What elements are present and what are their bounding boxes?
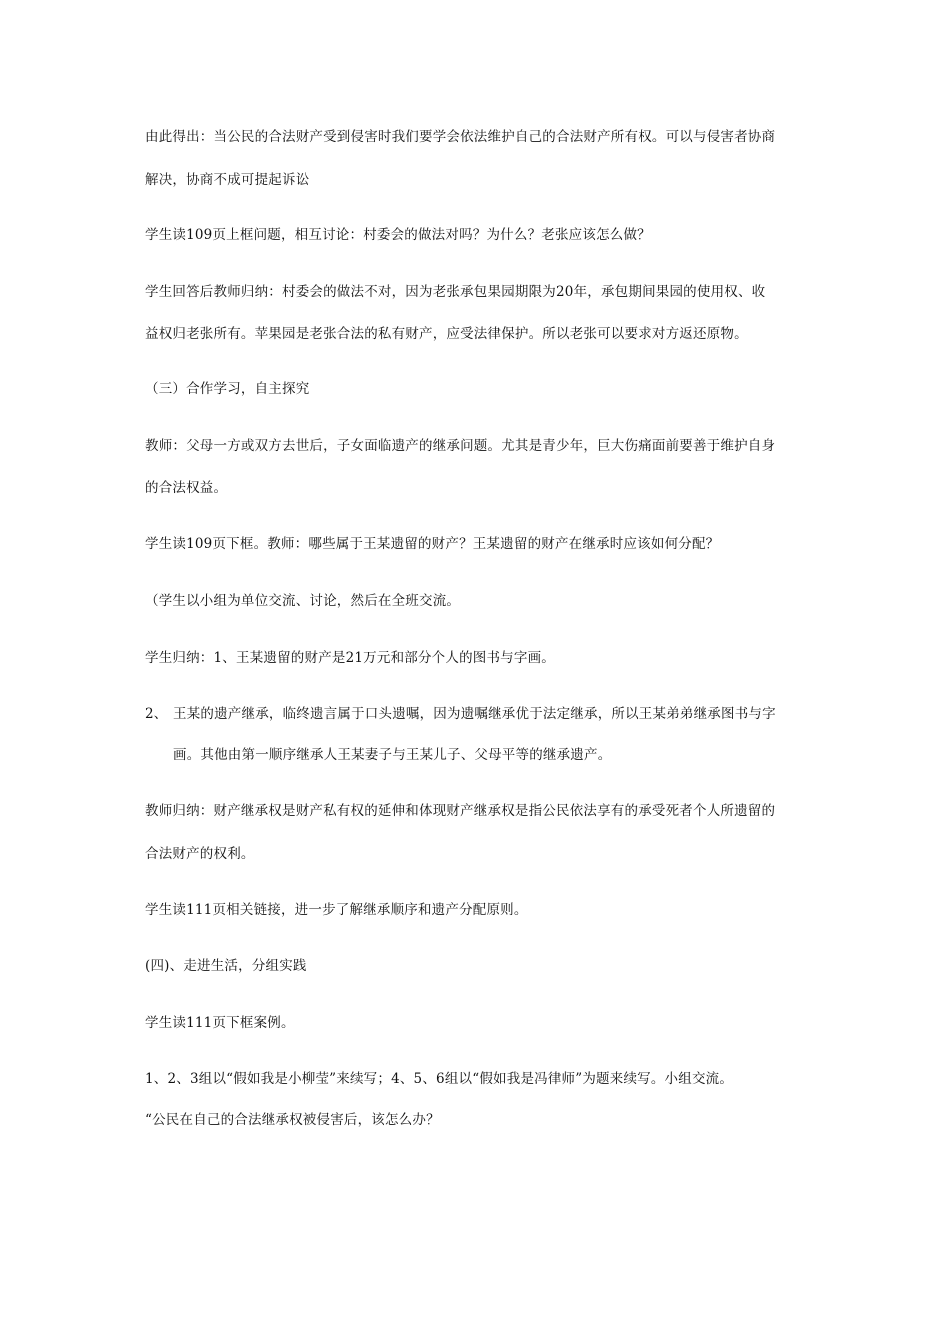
paragraph-group-discussion: （学生以小组为单位交流、讨论，然后在全班交流。 xyxy=(145,593,461,609)
paragraph-student-read-111-case: 学生读111页下框案例。 xyxy=(145,1015,295,1031)
paragraph-teacher-summary-2-line-1: 教师归纳：财产继承权是财产私有权的延伸和体现财产继承权是指公民依法享有的承受死者个人所遗留的 xyxy=(145,803,776,819)
paragraph-group-writing-line-2: “公民在自己的合法继承权被侵害后，该怎么办？ xyxy=(145,1112,440,1128)
section-3-heading: （三）合作学习，自主探究 xyxy=(145,381,310,397)
paragraph-teacher-summary-2-line-2: 合法财产的权利。 xyxy=(145,846,255,862)
paragraph-teacher-inheritance-line-1: 教师：父母一方或双方去世后，子女面临遗产的继承问题。尤其是青少年，巨大伤痛面前要善于维护自身 xyxy=(145,438,776,454)
paragraph-teacher-summary-1-line-2: 益权归老张所有。苹果园是老张合法的私有财产，应受法律保护。所以老张可以要求对方返还原物。 xyxy=(145,326,748,342)
paragraph-teacher-summary-1-line-1: 学生回答后教师归纳：村委会的做法不对，因为老张承包果园期限为20年，承包期间果园的使用权、收 xyxy=(145,284,766,300)
paragraph-conclusion-line-2: 解决，协商不成可提起诉讼 xyxy=(145,172,310,188)
paragraph-student-read-109-bottom: 学生读109页下框。教师：哪些属于王某遗留的财产？王某遗留的财产在继承时应该如何分配？ xyxy=(145,536,720,552)
paragraph-student-summary-2-line-1 xyxy=(145,705,776,723)
paragraph-student-summary-2-line-2: 画。其他由第一顺序继承人王某妻子与王某儿子、父母平等的继承遗产。 xyxy=(173,747,612,763)
paragraph-group-writing-line-1: 1、2、3组以“假如我是小柳莹”来续写；4、5、6组以“假如我是冯律师”为题来续写。小组交流。 xyxy=(145,1071,734,1087)
list-marker: 2、 xyxy=(145,706,168,722)
paragraph-student-summary-1: 学生归纳：1、王某遗留的财产是21万元和部分个人的图书与字画。 xyxy=(145,650,555,666)
paragraph-teacher-inheritance-line-2: 的合法权益。 xyxy=(145,480,228,496)
paragraph-conclusion-line-1: 由此得出：当公民的合法财产受到侵害时我们要学会依法维护自己的合法财产所有权。可以与侵害者协商 xyxy=(145,129,776,145)
list-item-text: 王某的遗产继承，临终遗言属于口头遗嘱，因为遗嘱继承优于法定继承，所以王某弟弟继承图书与字 xyxy=(173,706,776,722)
section-4-heading: (四)、走进生活，分组实践 xyxy=(145,958,307,974)
paragraph-student-read-109-top: 学生读109页上框问题，相互讨论：村委会的做法对吗？为什么？老张应该怎么做？ xyxy=(145,227,651,243)
paragraph-student-read-111-link: 学生读111页相关链接，进一步了解继承顺序和遗产分配原则。 xyxy=(145,902,528,918)
